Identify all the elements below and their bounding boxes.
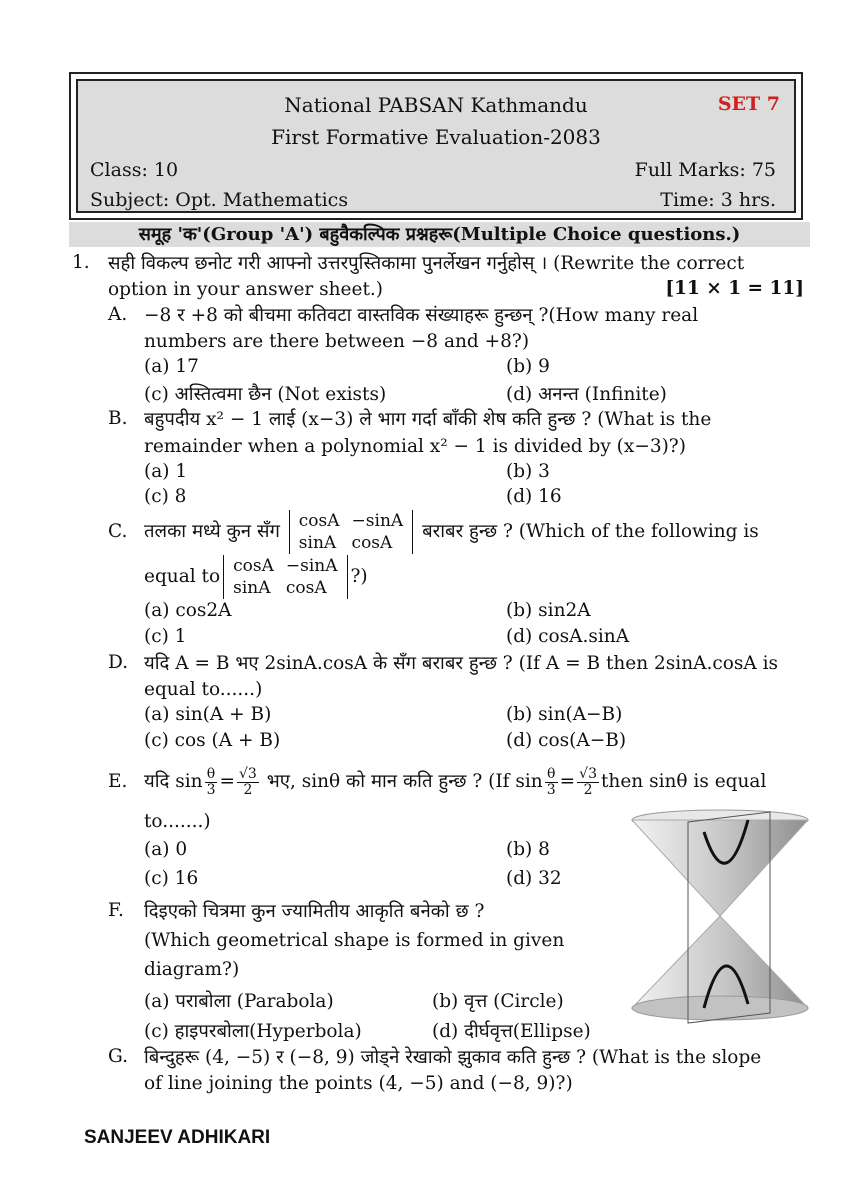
q1-instruction-line2: option in your answer sheet.): [108, 279, 383, 300]
subq-c-line2-pre: equal to: [144, 566, 221, 587]
determinant: [223, 555, 347, 599]
class-row: [90, 159, 776, 181]
option-b: (b) 9: [506, 356, 550, 377]
option-a: (a) पराबोला (Parabola): [144, 991, 334, 1012]
q1-instruction-line1: सही विकल्प छनोट गरी आफ्नो उत्तरपुस्तिकामा पुनर्लेखन गर्नुहोस् । (Rewrite the correct: [108, 253, 745, 274]
subq-letter: D.: [108, 652, 129, 673]
option-b: (b) 8: [506, 839, 550, 860]
exam-subtitle: First Formative Evaluation-2083: [271, 125, 601, 149]
subq-letter: E.: [108, 771, 128, 792]
matrix-cell: sinA: [233, 578, 271, 598]
option-c: (c) cos (A + B): [144, 730, 281, 751]
option-b: (b) sin2A: [506, 600, 591, 621]
option-a: (a) sin(A + B): [144, 704, 272, 725]
subq-c-line2: [144, 553, 368, 601]
option-a: (a) 0: [144, 839, 188, 860]
double-cone-figure: [620, 808, 820, 1028]
subq-g-line2: of line joining the points (4, −5) and (−8, 9)?): [144, 1073, 573, 1094]
fraction-denominator: 2: [243, 781, 253, 798]
subq-g-line1: बिन्दुहरू (4, −5) र (−8, 9) जोड्ने रेखाको झुकाव कति हुन्छ ? (What is the slope: [144, 1047, 762, 1068]
fraction-numerator: θ: [205, 767, 218, 783]
subq-e-text: =: [559, 771, 576, 792]
subq-c-line1: [144, 508, 759, 556]
school-title: National PABSAN Kathmandu: [284, 93, 588, 117]
set-badge: SET 7: [717, 93, 780, 115]
group-heading: समूह 'क'(Group 'A') बहुवैकल्पिक प्रश्नहरू(Multiple Choice questions.): [69, 222, 810, 247]
subq-e-text: =: [219, 771, 235, 792]
option-d: (d) दीर्घवृत्त(Ellipse): [432, 1021, 591, 1042]
exam-header: [69, 72, 803, 220]
class-label: Class: 10: [90, 159, 179, 181]
subq-b-line2: remainder when a polynomial x² − 1 is divided by (x−3)?): [144, 436, 686, 457]
fraction: [237, 767, 259, 798]
fraction-numerator: √3: [579, 765, 597, 782]
subject-row: [90, 189, 776, 211]
subq-c-line2-post: ?): [350, 566, 368, 587]
option-a: (a) 17: [144, 356, 199, 377]
option-b: (b) वृत्त (Circle): [432, 991, 564, 1012]
subq-e-line1: [144, 760, 766, 804]
subq-f-line1: दिइएको चित्रमा कुन ज्यामितीय आकृति बनेको छ ?: [144, 901, 485, 922]
option-d: (d) cos(A−B): [506, 730, 627, 751]
subq-e-text: यदि sin: [144, 771, 203, 792]
option-c: (c) अस्तित्वमा छैन (Not exists): [144, 384, 387, 405]
option-c: (c) 1: [144, 626, 187, 647]
subq-letter: B.: [108, 408, 128, 429]
fraction-denominator: 3: [206, 781, 216, 798]
exam-header-inner: [76, 79, 796, 213]
subq-a-line1: −8 र +8 को बीचमा कतिवटा वास्तविक संख्याहरू हुन्छन् ?(How many real: [144, 305, 699, 326]
fraction-denominator: 3: [546, 781, 556, 798]
matrix-cell: cosA: [285, 578, 327, 598]
question-number: 1.: [72, 252, 90, 273]
fraction: [545, 767, 558, 798]
option-a: (a) 1: [144, 461, 188, 482]
fraction-numerator: θ: [545, 767, 558, 783]
fraction-denominator: 2: [583, 781, 593, 798]
subq-f-line3: diagram?): [144, 959, 240, 980]
matrix-cell: sinA: [298, 533, 337, 553]
option-b: (b) sin(A−B): [506, 704, 623, 725]
subq-letter: A.: [108, 304, 128, 325]
subq-c-post: बराबर हुन्छ ? (Which of the following is: [422, 521, 759, 542]
time-label: Time: 3 hrs.: [660, 189, 776, 211]
subq-b-line1: बहुपदीय x² − 1 लाई (x−3) ले भाग गर्दा बाँकी शेष कति हुन्छ ? (What is the: [144, 409, 712, 430]
fraction-numerator: √3: [239, 765, 257, 782]
option-d: (d) 32: [506, 868, 562, 889]
option-d: (d) cosA.sinA: [506, 626, 630, 647]
determinant: [289, 510, 413, 554]
subq-a-line2: numbers are there between −8 and +8?): [144, 331, 530, 352]
matrix-cell: cosA: [351, 533, 393, 553]
option-b: (b) 3: [506, 461, 550, 482]
subject-label: Subject: Opt. Mathematics: [90, 189, 349, 211]
subq-d-line2: equal to......): [144, 679, 263, 700]
subq-letter: C.: [108, 521, 128, 542]
subq-letter: G.: [108, 1046, 128, 1067]
full-marks-label: Full Marks: 75: [634, 159, 776, 181]
subq-e-line2: to.......): [144, 811, 211, 832]
option-a: (a) cos2A: [144, 600, 232, 621]
option-d: (d) 16: [506, 486, 562, 507]
matrix-cell: cosA: [298, 511, 340, 531]
subq-d-line1: यदि A = B भए 2sinA.cosA के सँग बराबर हुन्छ ? (If A = B then 2sinA.cosA is: [144, 653, 779, 674]
option-c: (c) हाइपरबोला(Hyperbola): [144, 1021, 362, 1042]
q1-marks: [11 × 1 = 11]: [665, 278, 804, 299]
matrix-cell: −sinA: [351, 511, 404, 531]
option-c: (c) 8: [144, 486, 187, 507]
fraction: [577, 767, 599, 798]
matrix-cell: −sinA: [285, 556, 338, 576]
author-footer: SANJEEV ADHIKARI: [84, 1127, 271, 1148]
option-d: (d) अनन्त (Infinite): [506, 384, 667, 405]
subq-e-text: भए, sinθ को मान कति हुन्छ ? (If sin: [266, 771, 543, 792]
matrix-cell: cosA: [233, 556, 274, 576]
subq-letter: F.: [108, 900, 124, 921]
subq-c-pre: तलका मध्ये कुन सँग: [144, 521, 280, 542]
subq-f-line2: (Which geometrical shape is formed in given: [144, 930, 565, 951]
subq-e-text: then sinθ is equal: [600, 771, 767, 792]
option-c: (c) 16: [144, 868, 199, 889]
fraction: [205, 767, 218, 798]
